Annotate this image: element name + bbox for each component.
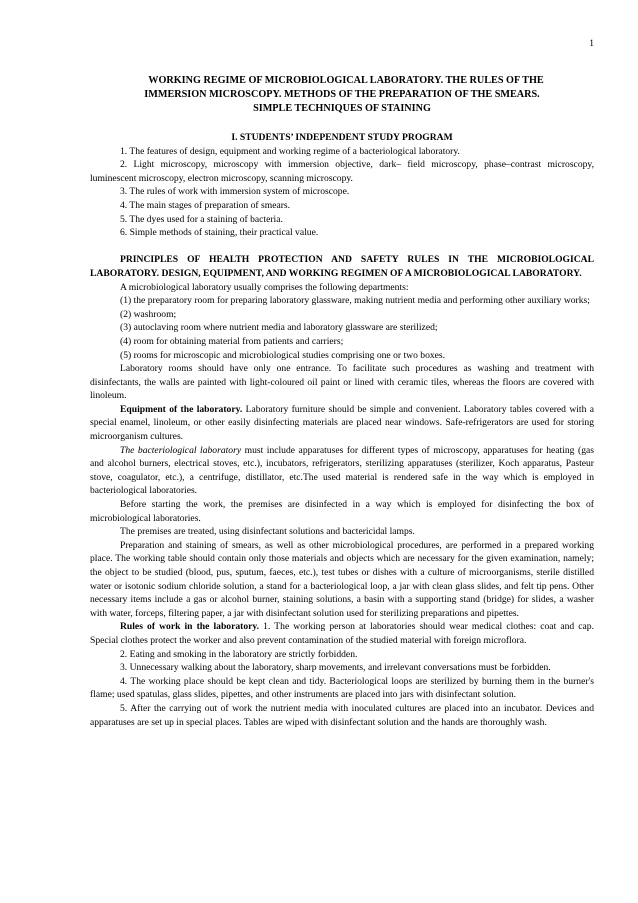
- document-title: [90, 74, 594, 116]
- rules-paragraph: [90, 620, 594, 647]
- title-line-3: SIMPLE TECHNIQUES OF STAINING: [253, 103, 431, 114]
- principles-heading-text: PRINCIPLES OF HEALTH PROTECTION AND SAFETY RULES IN THE MICROBIOLOGICAL LABORATORY. DESIGN, EQUIPMENT, AND WORKING REGIMEN OF A MICROBIOLOGICAL LABORATORY.: [90, 254, 594, 279]
- program-item-4: 4. The main stages of preparation of smears.: [120, 199, 291, 211]
- program-heading: I. STUDENTS’ INDEPENDENT STUDY PROGRAM: [231, 132, 453, 143]
- program-item-5: 5. The dyes used for a staining of bacteria.: [120, 213, 283, 225]
- equipment-text: Laboratory furniture should be simple and convenient. Laboratory tables covered with a special enamel, linoleum, or other easily disinfecting materials are placed near windows. Safe-refrigerators are used for storing microorganism cultures.: [90, 403, 594, 443]
- department-item-4: (4) room for obtaining material from patients and carriers;: [120, 335, 344, 347]
- equipment-lead: Equipment of the laboratory.: [120, 403, 243, 415]
- bacteriological-lab-lead: The bacteriological laboratory: [120, 444, 242, 456]
- rule-1-text: 1. The working person at laboratories should wear medical clothes: coat and cap. Special clothes protect the worker and also prevent contamination of the studied material with foreign microflora.: [90, 621, 594, 646]
- rule-item-4: 4. The working place should be kept clean and tidy. Bacteriological loops are sterilized by burning them in the burner's flame; used spatulas, glass slides, pipettes, and other instruments are placed into jars with disinfectant solution.: [90, 675, 594, 701]
- title-line-1: WORKING REGIME OF MICROBIOLOGICAL LABORATORY. THE RULES OF THE: [148, 75, 544, 86]
- rules-lead: Rules of work in the laboratory.: [120, 621, 260, 633]
- rule-item-2: 2. Eating and smoking in the laboratory are strictly forbidden.: [120, 648, 358, 660]
- program-item-6: 6. Simple methods of staining, their practical value.: [120, 227, 319, 239]
- bacteriological-lab-paragraph: [90, 444, 594, 498]
- departments-intro: A microbiological laboratory usually comprises the following departments:: [120, 281, 409, 293]
- before-work-paragraph: Before starting the work, the premises are disinfected in a way which is employed for disinfecting the box of microbiological laboratories.: [90, 499, 594, 524]
- rule-item-3: 3. Unnecessary walking about the laboratory, sharp movements, and irrelevant conversations must be forbidden.: [120, 662, 551, 674]
- department-item-3: (3) autoclaving room where nutrient media and laboratory glassware are sterilized;: [120, 322, 438, 334]
- program-item-2: 2. Light microscopy, microscopy with immersion objective, dark– field microscopy, phase–contrast microscopy, luminescent microscopy, electron microscopy, scanning microscopy.: [90, 159, 594, 184]
- equipment-paragraph: [90, 403, 594, 444]
- preparation-paragraph: Preparation and staining of smears, as well as other microbiological procedures, are performed in a prepared working place. The working table should contain only those materials and objects which are necessary for the given examination, namely; the object to be studied (blood, pus, sputum, faeces, etc.), test tubes or dishes with a culture of microorganisms, sterile distilled water or isotonic sodium chloride solution, a stand for a bacteriological loop, a jar with clean glass slides, and felt tip pens. Other necessary items include a gas or alcohol burner, staining solutions, a basin with a supporting stand (bridge) for slides, a washer with water, forceps, filtering paper, a jar with disinfectant solution used for sterilizing preparations and pipettes.: [90, 539, 594, 619]
- rooms-paragraph: Laboratory rooms should have only one entrance. To facilitate such procedures as washing and treatment with disinfectants, the walls are painted with light-coloured oil paint or lined with ceramic tiles, whereas the floors are covered with linoleum.: [90, 363, 594, 402]
- department-item-5: (5) rooms for microscopic and microbiological studies comprising one or two boxes.: [120, 349, 446, 361]
- premises-paragraph: The premises are treated, using disinfectant solutions and bactericidal lamps.: [120, 526, 415, 538]
- department-item-1: (1) the preparatory room for preparing laboratory glassware, making nutrient media and performing other auxiliary works;: [120, 295, 590, 307]
- document-body: [90, 131, 594, 729]
- program-item-3: 3. The rules of work with immersion system of microscope.: [120, 186, 350, 198]
- rule-item-5: 5. After the carrying out of work the nutrient media with inoculated cultures are placed into an incubator. Devices and apparatuses are set up in special places. Tables are wiped with disinfectant solution and the hands are thoroughly wash.: [90, 702, 594, 728]
- bacteriological-lab-text: must include apparatuses for different types of microscopy, apparatuses for heating (gas and alcohol burners, electrical stoves, etc.), incubators, refrigerators, sterilizing apparatuses (sterilizer, Koch apparatus, Pasteur stove, coagulator, etc.), a centrifuge, distillator, etc.The used material is rendered safe in the way which is employed in bacteriological laboratories.: [90, 444, 594, 497]
- program-item-1: 1. The features of design, equipment and working regime of a bacteriological laboratory.: [120, 145, 460, 157]
- department-item-2: (2) washroom;: [120, 308, 177, 320]
- title-line-2: IMMERSION MICROSCOPY. METHODS OF THE PREPARATION OF THE SMEARS.: [144, 89, 540, 100]
- page-number: 1: [589, 39, 594, 49]
- document-page: [90, 0, 594, 903]
- principles-heading: [90, 253, 594, 280]
